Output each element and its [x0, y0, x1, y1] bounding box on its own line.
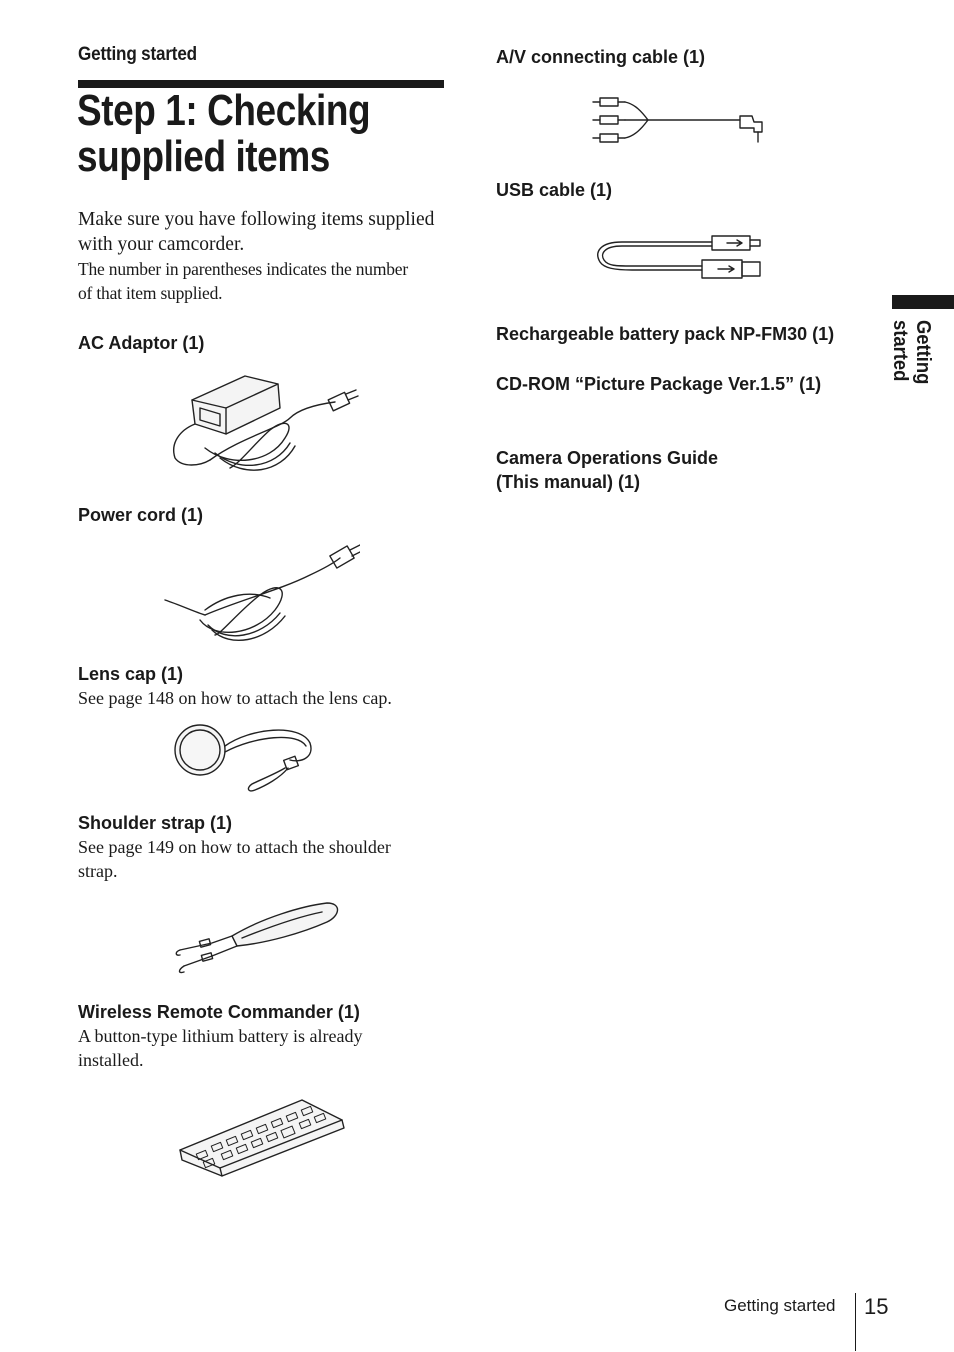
- side-tab-marker: [892, 295, 954, 309]
- item-heading-av-cable: A/V connecting cable (1): [496, 47, 706, 67]
- intro-line-4: of that item supplied.: [78, 283, 223, 303]
- item-desc-shoulder-strap-line-1: See page 149 on how to attach the shoulder: [78, 837, 391, 857]
- side-tab-label-text: Getting started: [889, 320, 934, 385]
- item-desc-shoulder-strap-line-2: strap.: [78, 861, 118, 881]
- item-heading-cd-rom: CD-ROM “Picture Package Ver.1.5” (1): [496, 374, 822, 394]
- page-title: [77, 88, 463, 180]
- item-desc-remote-commander-line-1: A button-type lithium battery is already: [78, 1026, 363, 1046]
- remote-commander-illustration: [172, 1092, 352, 1182]
- page-title-line-2: supplied items: [77, 132, 330, 181]
- av-cable-illustration: [590, 92, 770, 148]
- item-desc-shoulder-strap: [78, 835, 448, 883]
- shoulder-strap-illustration: [172, 898, 347, 978]
- item-heading-lens-cap: Lens cap (1): [78, 664, 184, 684]
- item-heading-battery-pack: Rechargeable battery pack NP-FM30 (1): [496, 324, 835, 344]
- intro-line-2: with your camcorder.: [78, 234, 245, 255]
- item-heading-shoulder-strap: Shoulder strap (1): [78, 813, 233, 833]
- intro-paragraph: [78, 207, 448, 305]
- page-title-line-1: Step 1: Checking: [77, 86, 371, 135]
- footer-section-label: Getting started: [724, 1296, 836, 1315]
- ac-adaptor-illustration: [160, 368, 360, 488]
- item-desc-remote-commander: [78, 1024, 448, 1072]
- item-heading-ac-adaptor: AC Adaptor (1): [78, 333, 205, 353]
- intro-line-1: Make sure you have following items supplied: [78, 209, 435, 230]
- page-number: 15: [864, 1294, 889, 1319]
- section-header: Getting started: [78, 44, 197, 65]
- usb-cable-illustration: [592, 226, 767, 282]
- item-heading-power-cord: Power cord (1): [78, 505, 204, 525]
- item-heading-usb-cable: USB cable (1): [496, 180, 613, 200]
- side-tab-label: [888, 320, 934, 460]
- footer-divider: [855, 1293, 856, 1351]
- item-heading-remote-commander: Wireless Remote Commander (1): [78, 1002, 360, 1022]
- lens-cap-illustration: [170, 718, 320, 800]
- item-desc-remote-commander-line-2: installed.: [78, 1050, 144, 1070]
- item-heading-operations-guide-line-1: Camera Operations Guide: [496, 448, 719, 468]
- power-cord-illustration: [160, 540, 360, 645]
- item-desc-lens-cap: See page 148 on how to attach the lens cap.: [78, 688, 392, 708]
- item-heading-operations-guide-line-2: (This manual) (1): [496, 472, 641, 492]
- item-heading-operations-guide: [496, 446, 718, 494]
- intro-line-3: The number in parentheses indicates the number: [78, 259, 408, 279]
